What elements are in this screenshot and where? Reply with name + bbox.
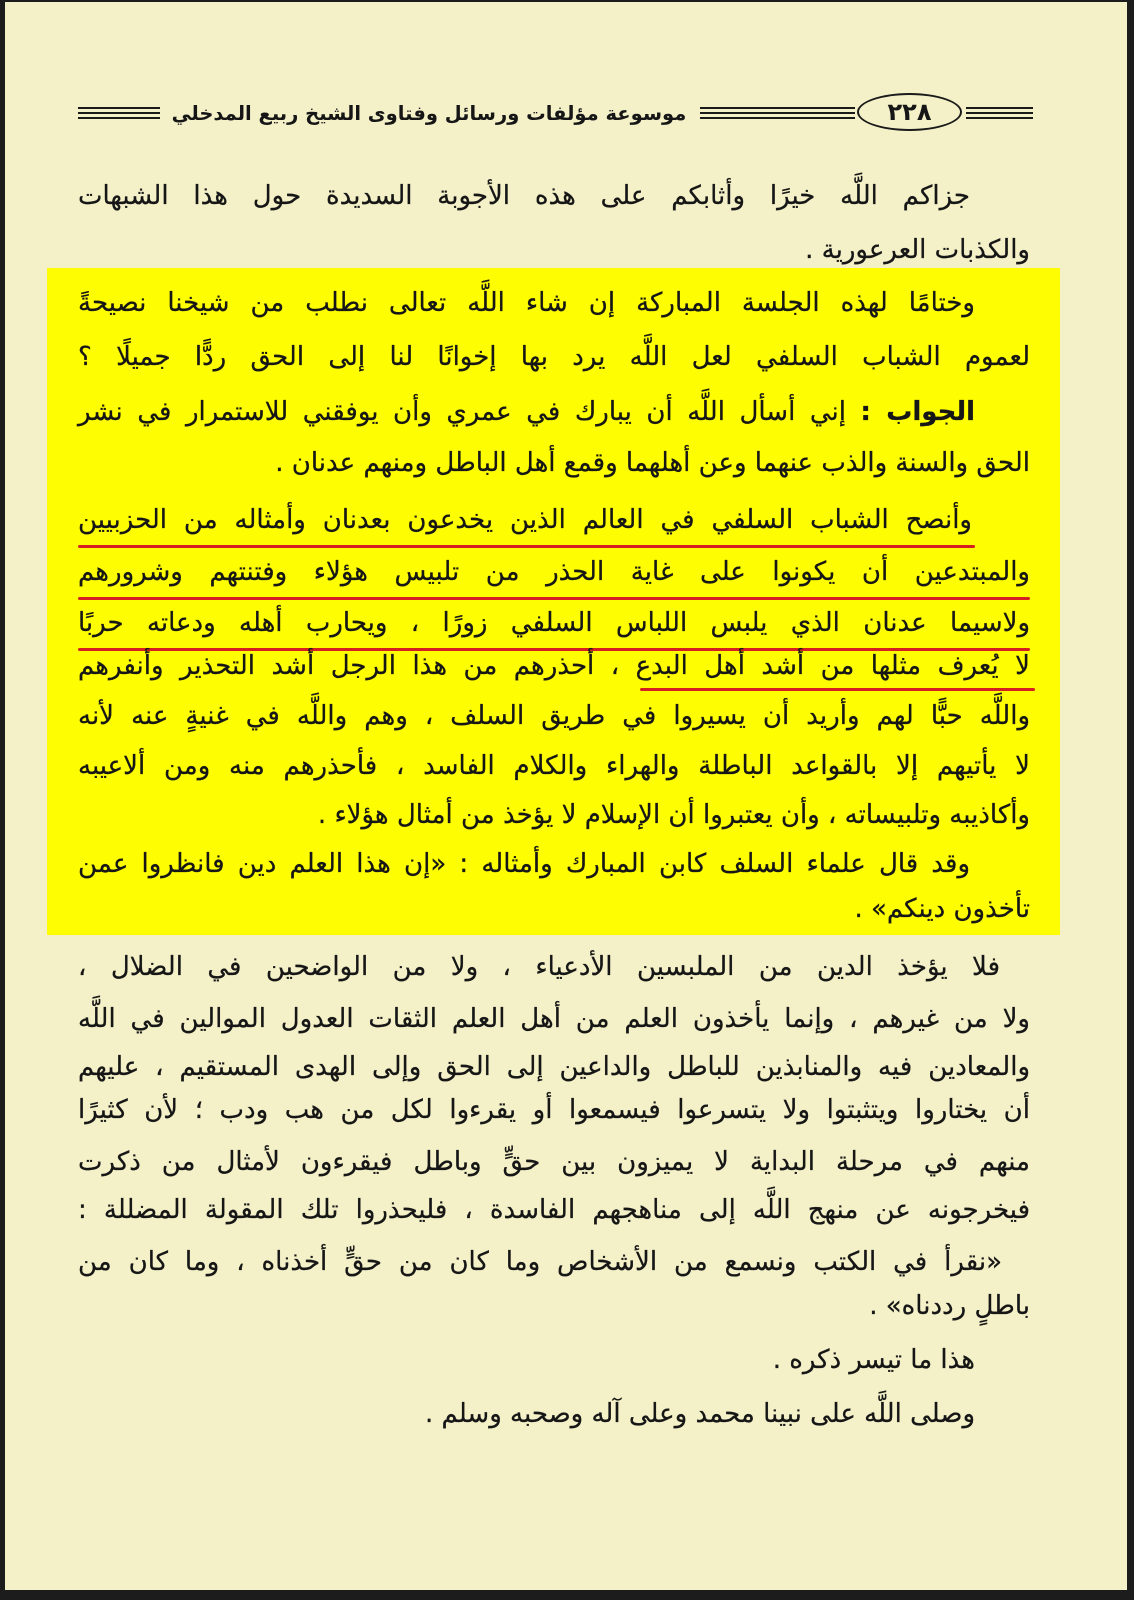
text-line: وقد قال علماء السلف كابن المبارك وأمثاله : «إن هذا العلم دين فانظروا عمن [78, 849, 970, 879]
text-line: وختامًا لهذه الجلسة المباركة إن شاء اللَّه تعالى نطلب من شيخنا نصيحةً [78, 288, 975, 318]
text-line: واللَّه حبًّا لهم وأريد أن يسيروا في طريق السلف ، وهم واللَّه في غنيةٍ عنه لأنه [78, 701, 1030, 731]
answer-text: إني أسأل اللَّه أن يبارك في عمري وأن يوفقني للاستمرار في نشر [78, 397, 846, 427]
text-line: لا يأتيهم إلا بالقواعد الباطلة والهراء والكلام الفاسد ، فأحذرهم منه ومن ألاعيبه [78, 751, 1030, 781]
text-line: الحق والسنة والذب عنهما وعن أهلهما وقمع أهل الباطل ومنهم عدنان . [275, 448, 1030, 478]
text-line: فيخرجونه عن منهج اللَّه إلى مناهجهم الفاسدة ، فليحذروا تلك المقولة المضللة : [78, 1195, 1030, 1225]
answer-label: الجواب : [860, 397, 975, 427]
page-number-oval [857, 93, 962, 131]
text-line: «نقرأ في الكتب ونسمع من الأشخاص وما كان من حقٍّ أخذناه ، وما كان من [78, 1247, 1002, 1277]
text-line: وأنصح الشباب السلفي في العالم الذين يخدعون بعدنان وأمثاله من الحزبيين [78, 505, 972, 535]
text-line: ولا من غيرهم ، وإنما يأخذون العلم من أهل العلم الثقات العدول الموالين في اللَّه [78, 1004, 1030, 1034]
text-line [78, 385, 1030, 439]
text-line: هذا ما تيسر ذكره . [772, 1345, 975, 1375]
header-rule-middle [700, 107, 855, 119]
text-line: لا يُعرف مثلها من أشد أهل البدع ، أحذرهم من هذا الرجل أشد التحذير وأنفرهم [78, 651, 1030, 681]
text-line: ولاسيما عدنان الذي يلبس اللباس السلفي زورًا ، ويحارب أهله ودعاته حربًا [78, 608, 1030, 638]
text-line: والكذبات العرعورية . [805, 235, 1030, 265]
header-rule-left [78, 107, 160, 119]
text-line: والمبتدعين أن يكونوا على غاية الحذر من تلبيس هؤلاء وفتنتهم وشرورهم [78, 557, 1030, 587]
text-line: وأكاذيبه وتلبيساته ، وأن يعتبروا أن الإسلام لا يؤخذ من أمثال هؤلاء . [317, 800, 1030, 830]
text-line: تأخذون دينكم» . [854, 894, 1030, 924]
text-line: منهم في مرحلة البداية لا يميزون بين حقٍّ وباطل فيقرءون لأمثال من ذكرت [78, 1147, 1030, 1177]
header-rule-right [966, 107, 1033, 119]
page-number: ٢٢٨ [887, 98, 932, 126]
running-header-title: موسوعة مؤلفات ورسائل وفتاوى الشيخ ربيع المدخلي [171, 102, 687, 125]
text-line: والمعادين فيه والمنابذين للباطل والداعين إلى الحق وإلى الهدى المستقيم ، عليهم [78, 1052, 1030, 1082]
text-line: لعموم الشباب السلفي لعل اللَّه يرد بها إخوانًا لنا إلى الحق ردًّا جميلًا ؟ [78, 342, 1030, 372]
text-line: أن يختاروا ويتثبتوا ولا يتسرعوا فيسمعوا أو يقرءوا لكل من هب ودب ؛ لأن كثيرًا [78, 1095, 1030, 1125]
text-line: فلا يؤخذ الدين من الملبسين الأدعياء ، ولا من الواضحين في الضلال ، [78, 952, 1000, 982]
text-line: وصلى اللَّه على نبينا محمد وعلى آله وصحبه وسلم . [424, 1399, 975, 1429]
text-line: باطلٍ رددناه» . [869, 1291, 1030, 1321]
text-line: جزاكم اللَّه خيرًا وأثابكم على هذه الأجوبة السديدة حول هذا الشبهات [78, 181, 970, 211]
